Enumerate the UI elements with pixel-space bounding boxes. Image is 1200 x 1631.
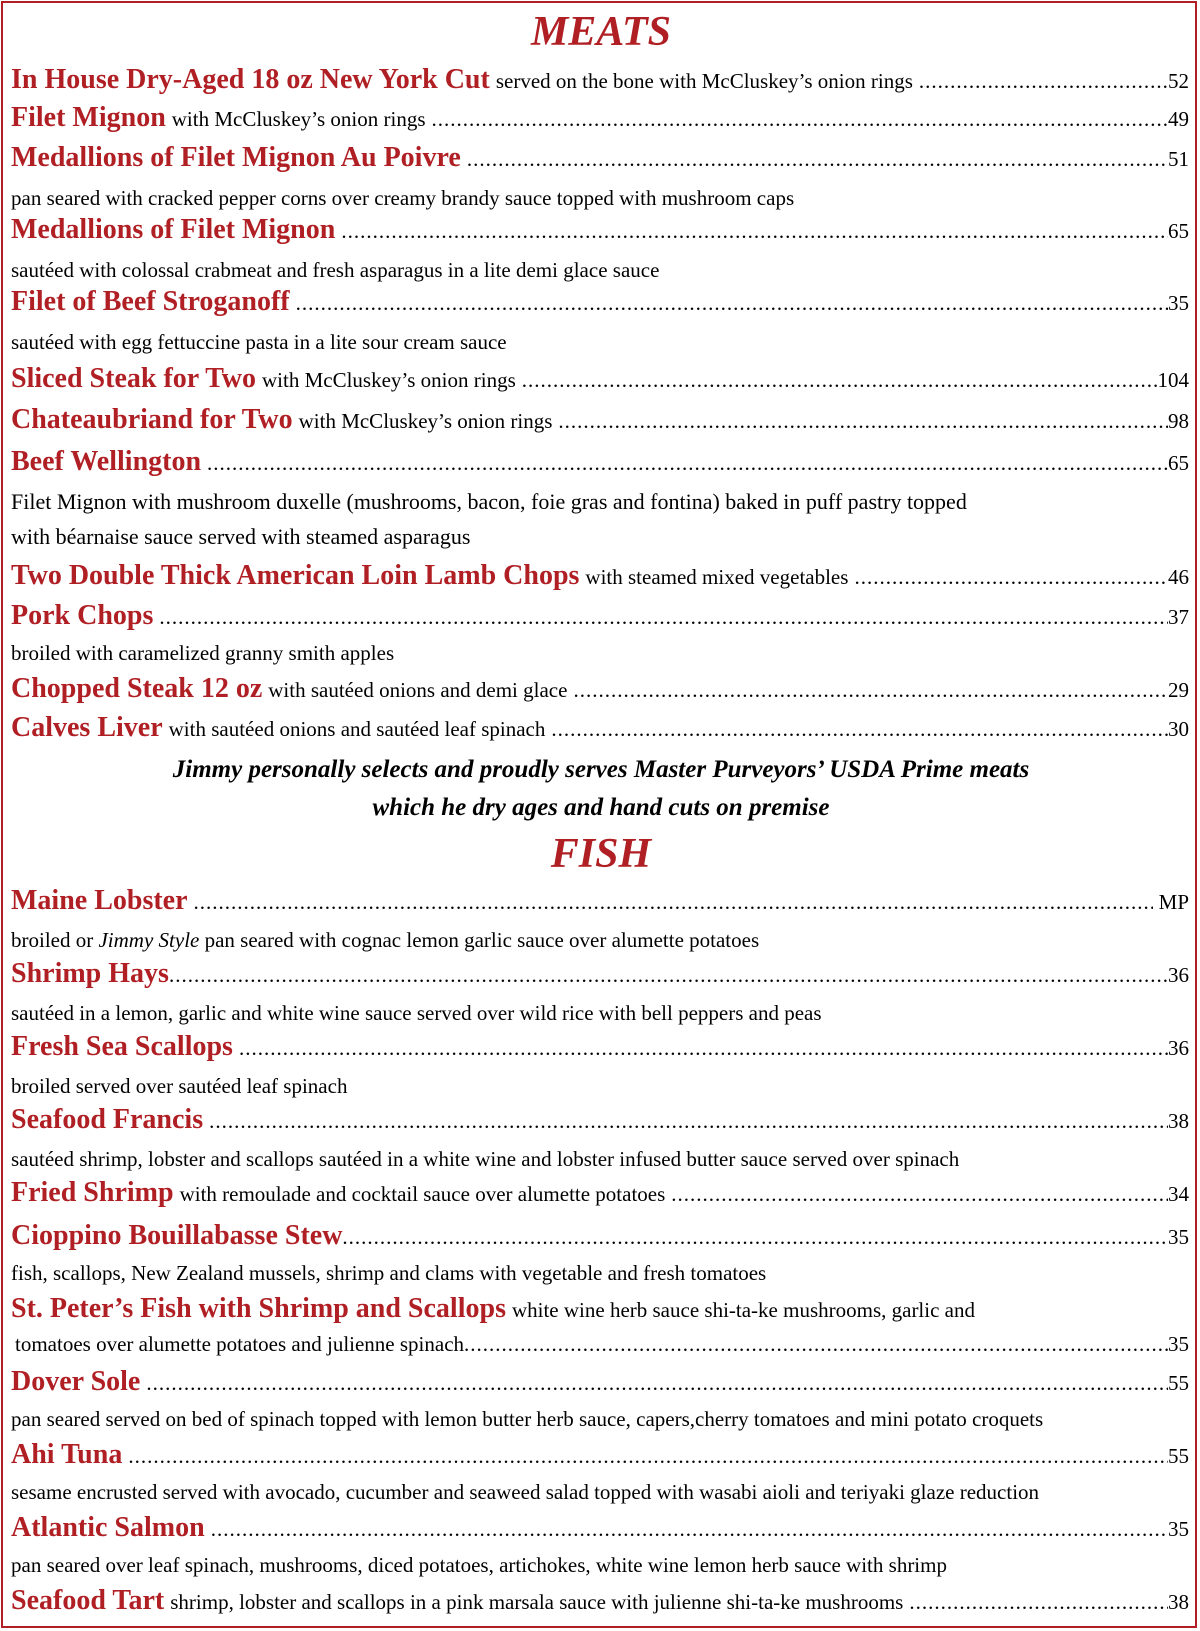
item-name: Pork Chops [11, 600, 154, 631]
item-price: 29 [1168, 678, 1189, 702]
item-description: pan seared with cracked pepper corns over creamy brandy sauce topped with mushroom caps [11, 186, 795, 210]
item-price: 51 [1168, 147, 1189, 171]
item-name: Atlantic Salmon [11, 1512, 205, 1543]
menu-item [11, 401, 1189, 440]
item-price: 30 [1168, 717, 1189, 741]
item-description: fish, scallops, New Zealand mussels, shrimp and clams with vegetable and fresh tomatoes [11, 1261, 767, 1285]
item-name: Chopped Steak 12 oz [11, 673, 263, 704]
menu-item [11, 1101, 1189, 1140]
desc-text: broiled or [11, 928, 99, 952]
menu-item [11, 882, 1189, 921]
item-price: 65 [1168, 219, 1189, 243]
item-name: Beef Wellington [11, 446, 202, 477]
tagline-line-2: which he dry ages and hand cuts on premise [372, 794, 830, 821]
menu-item [11, 283, 1189, 322]
item-name: Maine Lobster [11, 885, 188, 916]
desc-text: pan seared with cognac lemon garlic sauce over alumette potatoes [199, 928, 760, 952]
item-inline-desc: white wine herb sauce shi-ta-ke mushrooms, garlic and [511, 1298, 975, 1322]
menu-item [11, 139, 1189, 178]
item-price: 38 [1168, 1590, 1189, 1614]
item-name: Sliced Steak for Two [11, 363, 257, 394]
item-price: 35 [1168, 1332, 1189, 1356]
item-inline-desc: with steamed mixed vegetables [585, 565, 849, 589]
menu-item [11, 1363, 1189, 1402]
item-price: 37 [1168, 605, 1189, 629]
item-price: 52 [1168, 69, 1189, 93]
item-description: pan seared served on bed of spinach topped with lemon butter herb sauce, capers,cherry tomatoes and mini potato croquets [11, 1407, 1044, 1431]
item-price: 35 [1168, 1225, 1189, 1249]
item-description: broiled served over sautéed leaf spinach [11, 1074, 348, 1098]
menu-item [11, 709, 1189, 748]
item-price: 49 [1168, 107, 1189, 131]
menu-item [11, 443, 1189, 482]
menu-item [11, 1217, 1189, 1256]
item-description: sautéed with egg fettuccine pasta in a lite sour cream sauce [11, 330, 507, 354]
menu-item [11, 99, 1189, 138]
item-description: Filet Mignon with mushroom duxelle (mushrooms, bacon, foie gras and fontina) baked in puff pastry topped [11, 489, 967, 514]
menu-item [11, 597, 1189, 636]
menu-item [11, 1174, 1189, 1213]
item-name: Filet Mignon [11, 102, 166, 133]
item-name: Cioppino Bouillabasse Stew [11, 1220, 343, 1251]
menu-item [11, 557, 1189, 596]
menu-item [11, 1509, 1189, 1548]
item-price: 55 [1168, 1444, 1189, 1468]
item-price: 35 [1168, 291, 1189, 315]
item-inline-desc: served on the bone with McCluskey’s onion rings [495, 69, 913, 93]
fish-heading: FISH [550, 831, 652, 877]
menu-item [11, 1436, 1189, 1475]
meats-heading: MEATS [530, 9, 672, 55]
item-price: 35 [1168, 1517, 1189, 1541]
item-name: St. Peter’s Fish with Shrimp and Scallops [11, 1293, 506, 1324]
item-price: 34 [1168, 1182, 1189, 1206]
item-name: Medallions of Filet Mignon Au Poivre [11, 142, 461, 173]
item-inline-desc-cont: tomatoes over alumette potatoes and julienne spinach [15, 1332, 465, 1356]
menu-item [11, 61, 1189, 100]
tagline-line-1: Jimmy personally selects and proudly serves Master Purveyors’ USDA Prime meats [172, 756, 1030, 783]
item-name: Shrimp Hays [11, 958, 169, 989]
item-description [11, 925, 1189, 955]
item-name: Fresh Sea Scallops [11, 1031, 233, 1062]
item-price: 65 [1168, 451, 1189, 475]
menu-item [11, 1290, 1189, 1329]
item-inline-desc: with remoulade and cocktail sauce over alumette potatoes [179, 1182, 666, 1206]
item-name: Filet of Beef Stroganoff [11, 286, 290, 317]
item-description: sautéed with colossal crabmeat and fresh asparagus in a lite demi glace sauce [11, 258, 660, 282]
menu-item [11, 211, 1189, 250]
item-inline-desc: with sautéed onions and sautéed leaf spinach [168, 717, 546, 741]
item-price: 36 [1168, 963, 1189, 987]
item-description: pan seared over leaf spinach, mushrooms, diced potatoes, artichokes, white wine lemon herb sauce with shrimp [11, 1553, 947, 1577]
item-name: Seafood Tart [11, 1585, 165, 1616]
item-name: Fried Shrimp [11, 1177, 174, 1208]
item-name: Two Double Thick American Loin Lamb Chops [11, 560, 580, 591]
menu-item [11, 1582, 1189, 1621]
item-price: 38 [1168, 1109, 1189, 1133]
item-name: Calves Liver [11, 712, 163, 743]
item-price: 98 [1168, 409, 1189, 433]
item-name: Medallions of Filet Mignon [11, 214, 336, 245]
menu-item [11, 670, 1189, 709]
item-description: sesame encrusted served with avocado, cucumber and seaweed salad topped with wasabi aioli and teriyaki glaze reduction [11, 1480, 1040, 1504]
item-inline-desc: with McCluskey’s onion rings [262, 368, 516, 392]
menu-item [11, 360, 1189, 399]
item-price: 55 [1168, 1371, 1189, 1395]
item-description: sautéed in a lemon, garlic and white wine sauce served over wild rice with bell peppers and peas [11, 1001, 822, 1025]
item-description: sautéed shrimp, lobster and scallops sautéed in a white wine and lobster infused butter sauce served over spinach [11, 1147, 960, 1171]
item-price: 46 [1168, 565, 1189, 589]
item-inline-desc: with McCluskey’s onion rings [171, 107, 426, 131]
menu-item [11, 955, 1189, 994]
item-name: Chateaubriand for Two [11, 404, 293, 435]
item-description: broiled with caramelized granny smith apples [11, 641, 395, 665]
item-price: 104 [1157, 368, 1189, 392]
item-price: 36 [1168, 1036, 1189, 1060]
menu-item-continued [15, 1325, 1189, 1363]
menu-item [11, 1028, 1189, 1067]
desc-style-name: Jimmy Style [98, 928, 200, 952]
item-description-cont: with béarnaise sauce served with steamed asparagus [11, 524, 471, 549]
item-inline-desc: with McCluskey’s onion rings [298, 409, 553, 433]
item-name: Ahi Tuna [11, 1439, 123, 1470]
item-name: Dover Sole [11, 1366, 141, 1397]
item-inline-desc: shrimp, lobster and scallops in a pink marsala sauce with julienne shi-ta-ke mushrooms [170, 1590, 904, 1614]
item-inline-desc: with sautéed onions and demi glace [268, 678, 568, 702]
item-price: MP [1153, 890, 1189, 914]
item-name: In House Dry-Aged 18 oz New York Cut [11, 64, 490, 95]
item-name: Seafood Francis [11, 1104, 204, 1135]
menu-page [1, 1, 1197, 1628]
